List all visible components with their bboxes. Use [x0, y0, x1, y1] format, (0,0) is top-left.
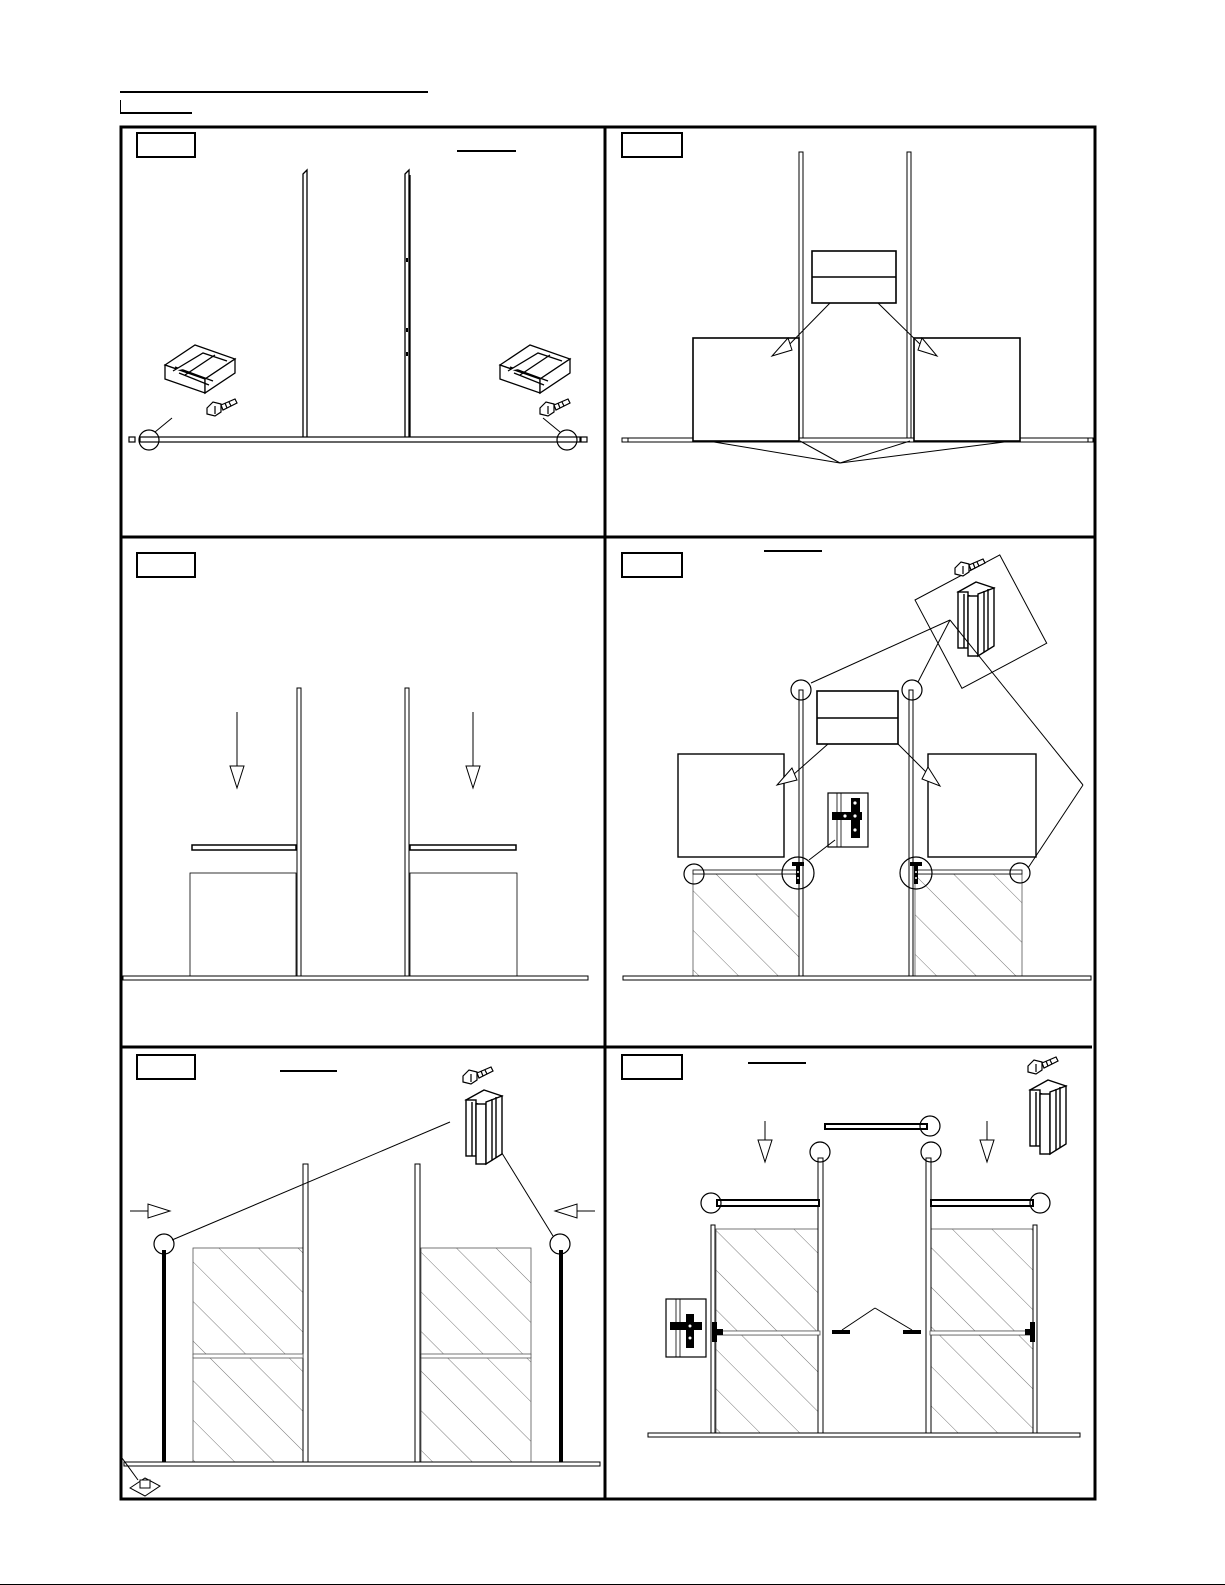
panel-4: [622, 551, 1091, 980]
glass-panel: [716, 1229, 820, 1331]
step-label-box: [137, 1055, 195, 1079]
glass-panel: [716, 1335, 820, 1435]
base-rail: [123, 976, 588, 980]
glass-panel: [421, 1357, 531, 1463]
glass-panel-right: [915, 874, 1022, 976]
extrusion-profile-icon: [165, 345, 235, 393]
bolt-icon: [1028, 1057, 1058, 1074]
base-rail: [124, 1462, 600, 1466]
step-label-box: [137, 553, 195, 577]
end-post-right: [559, 1250, 563, 1462]
base-rail: [129, 437, 587, 442]
step-label-box: [622, 133, 682, 157]
detail-circles: [701, 1116, 1050, 1213]
leader-right: [543, 418, 560, 432]
lower-panel-left: [190, 873, 296, 976]
end-post-left: [162, 1250, 166, 1462]
bolt-icon: [463, 1067, 493, 1084]
upright-posts: [303, 170, 410, 441]
panel-sheet-left: [693, 338, 799, 441]
glass-panel-left: [693, 874, 799, 976]
t-bracket-detail: [666, 1299, 706, 1357]
upright-posts: [303, 1164, 420, 1464]
panel-6: [622, 1055, 1080, 1437]
glass-panel: [193, 1357, 303, 1463]
panel-1: [129, 133, 587, 450]
bolt-icon: [540, 399, 570, 416]
top-rails: [717, 1124, 1033, 1206]
step-label-box: [622, 553, 682, 577]
panel-sheet-left: [678, 754, 784, 857]
corner-post-icon: [958, 582, 994, 656]
rail-left: [192, 845, 296, 850]
down-arrows: [230, 712, 480, 788]
mid-rails: [193, 1354, 531, 1358]
glass-panel: [193, 1248, 303, 1355]
bolt-icon: [207, 399, 237, 416]
extrusion-profile-icon: [500, 345, 570, 393]
step-label-box: [137, 133, 195, 157]
glass-panel: [930, 1229, 1034, 1331]
panel-5: [122, 1055, 600, 1496]
panel-sheet-right: [928, 754, 1036, 857]
glass-panel: [930, 1335, 1034, 1435]
mid-rails: [716, 1331, 1034, 1335]
base-rail: [623, 976, 1091, 980]
leader-left: [155, 418, 172, 432]
rail-right: [410, 845, 516, 850]
lower-panel-right: [410, 873, 517, 976]
upright-posts: [297, 688, 409, 978]
panel-3: [123, 553, 588, 980]
glass-panel: [421, 1248, 531, 1355]
corner-post-icon: [466, 1090, 502, 1164]
base-rail: [648, 1433, 1080, 1437]
step-label-box: [622, 1055, 682, 1079]
corner-post-icon: [1030, 1080, 1066, 1154]
side-arrows: [130, 1204, 595, 1218]
panel-2: [622, 133, 1093, 463]
leader-lines: [708, 441, 1012, 463]
t-bracket-detail: [828, 793, 868, 847]
